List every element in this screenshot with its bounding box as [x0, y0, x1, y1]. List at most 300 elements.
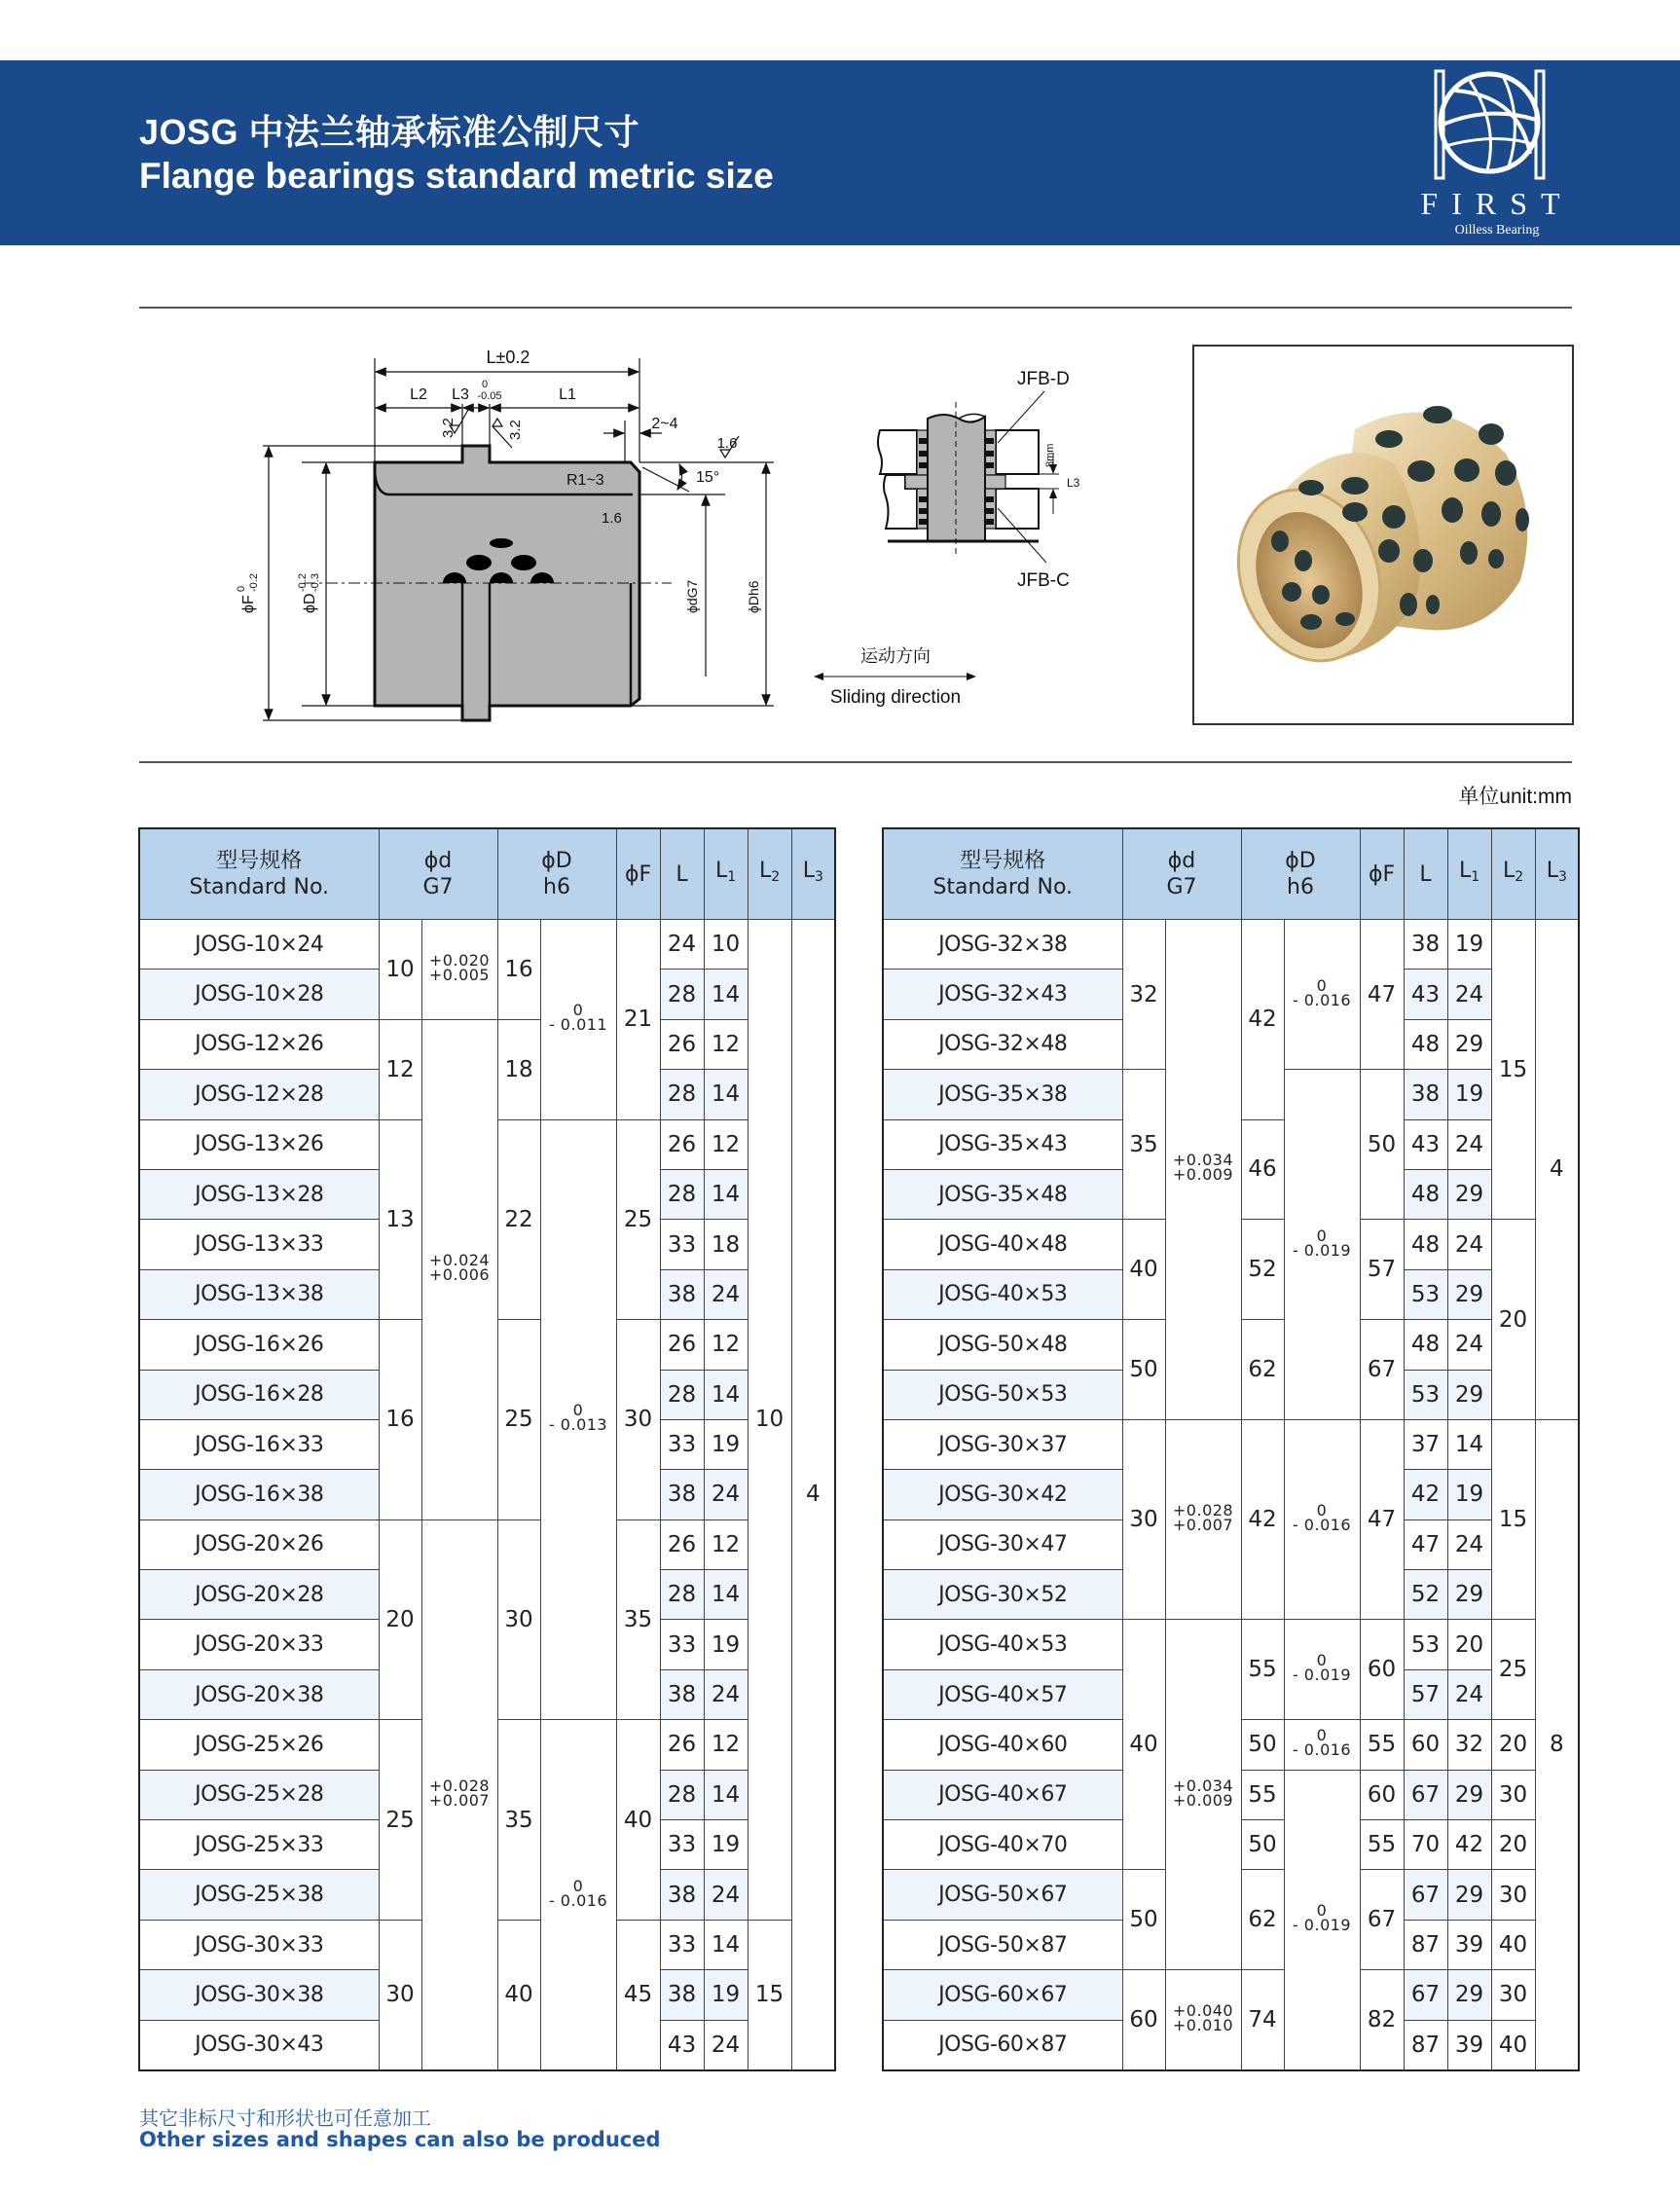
table-row [883, 1419, 1579, 1469]
cell-L: 26 [660, 1720, 704, 1770]
cell-d: 10 [379, 920, 421, 1020]
cell-D: 42 [1241, 1419, 1284, 1620]
header-d-g7-line: ϕd [423, 849, 453, 873]
dim-phi-D-h6: ϕDh6 [746, 580, 761, 613]
cell-L1: 12 [704, 1720, 748, 1770]
cell-L1: 14 [704, 1570, 748, 1620]
cell-d: 12 [379, 1019, 421, 1119]
cell-L1: 19 [1447, 920, 1491, 970]
cell-standard-no: JOSG-32×38 [883, 920, 1122, 970]
tolerance-upper: +0.020 [428, 950, 491, 970]
cell-d: 30 [1122, 1419, 1165, 1620]
cell-L1: 20 [1447, 1620, 1491, 1669]
spec-table-right [882, 827, 1580, 2071]
cell-F: 25 [616, 1119, 660, 1320]
header-d-g7-line: ϕd [1167, 849, 1196, 873]
label-direction-cn: 运动方向 [860, 646, 931, 666]
cell-D: 50 [1241, 1720, 1284, 1770]
dim-angle: 15° [696, 469, 720, 486]
cell-L1: 24 [704, 1470, 748, 1520]
cell-L: 28 [660, 1070, 704, 1119]
cell-standard-no: JOSG-16×33 [139, 1419, 379, 1469]
cell-L3: 4 [791, 920, 835, 2070]
cell-d: 16 [379, 1320, 421, 1520]
tolerance-lower: - 0.019 [1292, 1916, 1352, 1935]
cell-L1: 42 [1447, 1820, 1491, 1870]
cell-standard-no: JOSG-32×48 [883, 1019, 1122, 1069]
table-row [139, 1520, 835, 1569]
header-standard-no [883, 828, 1122, 920]
bronze-bearing-image [1194, 347, 1572, 723]
roughness-3-2-right: 3.2 [507, 420, 524, 440]
tolerance-upper: 0 [572, 1876, 584, 1895]
cell-D-tol [540, 1720, 616, 2070]
cell-L2: 15 [1491, 1419, 1535, 1620]
header-L1 [1447, 828, 1491, 920]
header-d-g7 [1122, 828, 1241, 920]
cell-standard-no: JOSG-30×43 [139, 2020, 379, 2070]
tolerance-upper: 0 [1316, 1726, 1328, 1745]
dim-phiF: ϕF [240, 595, 257, 613]
cell-standard-no: JOSG-13×28 [139, 1169, 379, 1219]
cell-L1: 14 [704, 1770, 748, 1819]
cell-L: 57 [1404, 1669, 1447, 1719]
cell-D: 42 [1241, 920, 1284, 1120]
cell-F: 60 [1360, 1620, 1404, 1720]
cell-D-tol [1284, 1419, 1360, 1620]
cell-L1: 19 [704, 1419, 748, 1469]
cell-standard-no: JOSG-10×28 [139, 970, 379, 1019]
tolerance [1172, 1501, 1234, 1535]
tolerance-upper: +0.040 [1172, 2001, 1234, 2021]
cell-standard-no: JOSG-50×67 [883, 1870, 1122, 1920]
tolerance [1292, 1651, 1352, 1685]
cell-L: 38 [660, 1470, 704, 1520]
cell-standard-no: JOSG-25×33 [139, 1820, 379, 1870]
dim-L3: L3 [452, 386, 469, 403]
table-row [139, 920, 835, 970]
cell-L1: 29 [1447, 1570, 1491, 1620]
header-d-g7-line: G7 [422, 875, 454, 899]
tolerance-lower: +0.007 [428, 1790, 491, 1810]
tolerance [1292, 1901, 1352, 1935]
cell-standard-no: JOSG-50×87 [883, 1920, 1122, 1969]
unit-label: 单位unit:mm [1458, 786, 1572, 808]
label-L3: L3 [1067, 476, 1080, 490]
cell-standard-no: JOSG-25×28 [139, 1770, 379, 1819]
footer-note-en: Other sizes and shapes can also be produced [139, 2128, 661, 2151]
cell-D: 55 [1241, 1770, 1284, 1819]
tolerance-lower: +0.010 [1172, 2016, 1234, 2035]
header-L3-text: L [802, 859, 815, 883]
cell-standard-no: JOSG-13×26 [139, 1119, 379, 1169]
cell-standard-no: JOSG-13×38 [139, 1269, 379, 1319]
cell-L1: 29 [1447, 1970, 1491, 2020]
table-row [883, 1620, 1579, 1669]
cell-standard-no: JOSG-20×38 [139, 1669, 379, 1719]
cell-L: 38 [660, 1269, 704, 1319]
cell-standard-no: JOSG-16×26 [139, 1320, 379, 1370]
cell-L: 33 [660, 1419, 704, 1469]
spec-table-left [138, 827, 836, 2071]
cell-d: 60 [1122, 1970, 1165, 2070]
cell-L: 38 [660, 1970, 704, 2020]
cell-L: 28 [660, 1169, 704, 1219]
globe-icon [1411, 66, 1582, 241]
table-header-row [883, 828, 1579, 920]
tolerance-lower: - 0.016 [1292, 1516, 1352, 1535]
tolerance [1293, 1228, 1351, 1258]
cell-L1: 29 [1447, 1870, 1491, 1920]
cell-L: 48 [1404, 1169, 1447, 1219]
cell-L1: 19 [704, 1820, 748, 1870]
header-L3-subscript: 3 [1557, 869, 1567, 885]
cell-L1: 19 [1447, 1470, 1491, 1520]
cell-L: 38 [1404, 920, 1447, 970]
table-row [139, 1019, 835, 1069]
tolerance [548, 1401, 608, 1435]
tolerance-lower: +0.009 [1172, 1165, 1234, 1185]
cell-L2: 10 [748, 920, 791, 1921]
dim-L3-tol-lower: -0.05 [477, 390, 502, 402]
cell-F: 67 [1360, 1320, 1404, 1420]
cell-L: 52 [1404, 1570, 1447, 1620]
cell-D-tol [1284, 920, 1360, 1070]
cell-D-tol [1284, 1620, 1360, 1720]
cell-D-tol [1284, 1720, 1360, 1770]
roughness-3-2-left: 3.2 [440, 418, 457, 438]
cell-standard-no: JOSG-30×52 [883, 1570, 1122, 1620]
cell-L: 53 [1404, 1620, 1447, 1669]
tolerance-upper: 0 [1316, 975, 1328, 995]
cell-d-tol [421, 1520, 497, 2070]
table-row [883, 920, 1579, 970]
cell-L: 33 [660, 1920, 704, 1969]
cell-standard-no: JOSG-12×28 [139, 1070, 379, 1119]
header-L2 [1491, 828, 1535, 920]
header-L1 [704, 828, 748, 920]
tolerance-lower: - 0.019 [1292, 1666, 1352, 1685]
header-L1-subscript: 1 [727, 869, 737, 885]
dim-phiF-tol-lower: -0.2 [248, 573, 260, 592]
header-d-g7-line: G7 [1166, 875, 1197, 899]
cell-L1: 14 [704, 1370, 748, 1419]
cell-standard-no: JOSG-35×48 [883, 1169, 1122, 1219]
cell-L3: 4 [1535, 920, 1579, 1420]
cell-standard-no: JOSG-16×38 [139, 1470, 379, 1520]
header-L1-subscript: 1 [1471, 869, 1480, 885]
cell-L: 28 [660, 1770, 704, 1819]
tolerance-upper: 0 [572, 1401, 584, 1420]
tolerance [1292, 1726, 1352, 1760]
cell-L: 37 [1404, 1419, 1447, 1469]
header-L2-text: L [1502, 859, 1516, 883]
cell-L: 38 [1404, 1070, 1447, 1119]
header-standard-no-line: 型号规格 [216, 849, 303, 873]
cell-L2: 20 [1491, 1220, 1535, 1420]
cell-standard-no: JOSG-40×53 [883, 1620, 1122, 1669]
cell-F: 30 [616, 1320, 660, 1520]
cell-D: 16 [497, 920, 540, 1020]
cell-D: 18 [497, 1019, 540, 1119]
cell-L2: 20 [1491, 1720, 1535, 1770]
cell-D: 74 [1241, 1970, 1284, 2070]
cell-L: 87 [1404, 2020, 1447, 2070]
cell-L: 87 [1404, 1920, 1447, 1969]
cell-standard-no: JOSG-40×48 [883, 1220, 1122, 1269]
tolerance-upper: +0.034 [1172, 1151, 1234, 1170]
cell-L2: 40 [1491, 1920, 1535, 1969]
dim-phiD: ϕD [302, 593, 318, 613]
brand-name: FIRST [1420, 186, 1574, 221]
tolerance-upper: +0.024 [428, 1251, 491, 1270]
cell-L1: 12 [704, 1119, 748, 1169]
table-row [883, 1970, 1579, 2020]
cell-d: 13 [379, 1119, 421, 1320]
cell-D-tol [1284, 1770, 1360, 2070]
cell-standard-no: JOSG-30×33 [139, 1920, 379, 1969]
cell-F: 40 [616, 1720, 660, 1921]
header-standard-no [139, 828, 379, 920]
cell-standard-no: JOSG-32×43 [883, 970, 1122, 1019]
cell-L1: 39 [1447, 1920, 1491, 1969]
tolerance-upper: 0 [1316, 1501, 1328, 1520]
cell-standard-no: JOSG-40×53 [883, 1269, 1122, 1319]
cell-d: 40 [1122, 1620, 1165, 1870]
cell-L2: 20 [1491, 1820, 1535, 1870]
cell-F: 47 [1360, 1419, 1404, 1620]
header-D-h6-line: ϕD [541, 849, 572, 873]
cell-standard-no: JOSG-35×43 [883, 1119, 1122, 1169]
header-D-h6 [1241, 828, 1360, 920]
cell-d-tol [1165, 1419, 1241, 1620]
cell-L1: 19 [704, 1970, 748, 2020]
cell-F: 50 [1360, 1070, 1404, 1220]
header-standard-no-line: Standard No. [932, 875, 1074, 899]
header-F-line: ϕF [1368, 861, 1396, 887]
tolerance-lower: - 0.019 [1292, 1240, 1352, 1260]
cell-L: 38 [660, 1870, 704, 1920]
cell-L1: 19 [1447, 1070, 1491, 1119]
cell-standard-no: JOSG-40×60 [883, 1720, 1122, 1770]
cell-L: 53 [1404, 1370, 1447, 1419]
header-F-line: ϕF [624, 861, 652, 887]
divider-bottom [139, 761, 1572, 763]
tolerance-upper: 0 [1316, 1226, 1328, 1245]
cell-L1: 24 [1447, 1520, 1491, 1569]
dim-radius: R1~3 [566, 472, 604, 489]
cell-L: 26 [660, 1320, 704, 1370]
tolerance-upper: +0.028 [428, 1776, 491, 1795]
tolerance-upper: 0 [1316, 1651, 1328, 1670]
cell-standard-no: JOSG-30×38 [139, 1970, 379, 2020]
cell-D: 52 [1241, 1220, 1284, 1320]
product-photo [1192, 345, 1574, 725]
tolerance [1172, 1151, 1234, 1185]
header-L2 [748, 828, 791, 920]
header-L-line: L [676, 861, 688, 887]
cell-L1: 24 [1447, 1119, 1491, 1169]
cell-d-tol [1165, 1620, 1241, 1970]
cell-L1: 24 [704, 1870, 748, 1920]
tolerance [1292, 1501, 1352, 1535]
cell-D: 30 [497, 1520, 540, 1720]
cell-L1: 12 [704, 1320, 748, 1370]
cell-L1: 24 [704, 1669, 748, 1719]
dim-L: L±0.2 [486, 348, 530, 367]
cell-L: 33 [660, 1620, 704, 1669]
cell-standard-no: JOSG-50×48 [883, 1320, 1122, 1370]
cell-L1: 19 [704, 1620, 748, 1669]
cell-L: 47 [1404, 1520, 1447, 1569]
brand-logo [1411, 66, 1582, 241]
cell-L2: 25 [1491, 1620, 1535, 1720]
cell-L2: 30 [1491, 1870, 1535, 1920]
dim-phiD-tol-lower: -0.3 [310, 573, 321, 592]
cell-D: 50 [1241, 1820, 1284, 1870]
header-standard-no-line: 型号规格 [960, 849, 1046, 873]
tolerance-lower: - 0.016 [548, 1890, 608, 1910]
cell-L1: 14 [704, 1920, 748, 1969]
cell-L1: 24 [1447, 1669, 1491, 1719]
tolerance-upper: 0 [1316, 1901, 1328, 1921]
cell-L1: 24 [1447, 970, 1491, 1019]
cell-standard-no: JOSG-50×53 [883, 1370, 1122, 1419]
cell-L1: 14 [1447, 1419, 1491, 1469]
cell-standard-no: JOSG-20×28 [139, 1570, 379, 1620]
cell-L1: 29 [1447, 1169, 1491, 1219]
footer-note-cn: 其它非标尺寸和形状也可任意加工 [139, 2108, 431, 2130]
label-jfb-c: JFB-C [1017, 570, 1070, 591]
tolerance [1173, 1778, 1233, 1808]
cell-L: 67 [1404, 1770, 1447, 1819]
cell-L2: 40 [1491, 2020, 1535, 2070]
dim-phi-d-G7: ϕdG7 [684, 579, 700, 613]
header-L3-text: L [1546, 859, 1558, 883]
cell-L2: 30 [1491, 1770, 1535, 1819]
divider-top [139, 307, 1572, 309]
header-d-g7 [379, 828, 497, 920]
label-jfb-d: JFB-D [1017, 369, 1070, 389]
header-L3 [791, 828, 835, 920]
tolerance [548, 1876, 608, 1910]
cell-d: 30 [379, 1920, 421, 2070]
header-standard-no-line: Standard No. [189, 875, 330, 899]
cell-d-tol [421, 920, 497, 1020]
tolerance [548, 1001, 608, 1035]
tolerance-lower: +0.007 [1172, 1516, 1234, 1535]
roughness-1-6-bore: 1.6 [602, 510, 622, 527]
cell-D: 25 [497, 1320, 540, 1520]
page-title-cn: JOSG 中法兰轴承标准公制尺寸 [139, 112, 640, 152]
header-L2-subscript: 2 [1515, 869, 1524, 885]
page-title-en: Flange bearings standard metric size [139, 156, 774, 196]
cell-standard-no: JOSG-25×38 [139, 1870, 379, 1920]
cell-F: 45 [616, 1920, 660, 2070]
label-8mm: 8mm [1044, 443, 1056, 467]
tolerance-lower: - 0.013 [548, 1415, 608, 1435]
cell-L: 53 [1404, 1269, 1447, 1319]
cell-d: 25 [379, 1720, 421, 1921]
header-L [660, 828, 704, 920]
header-D-h6-line: h6 [543, 875, 570, 899]
tolerance-upper: 0 [572, 1001, 584, 1020]
cell-standard-no: JOSG-13×33 [139, 1220, 379, 1269]
cell-L: 43 [1404, 1119, 1447, 1169]
cell-F: 60 [1360, 1770, 1404, 1819]
header-L1-text: L [1458, 859, 1472, 883]
cell-L1: 32 [1447, 1720, 1491, 1770]
cell-L1: 10 [704, 920, 748, 970]
cell-L1: 12 [704, 1520, 748, 1569]
cell-L: 48 [1404, 1320, 1447, 1370]
cell-L: 28 [660, 1370, 704, 1419]
cell-d-tol [1165, 1970, 1241, 2070]
cell-L1: 14 [704, 1169, 748, 1219]
bearing-section-drawing [224, 331, 827, 740]
cell-L: 43 [1404, 970, 1447, 1019]
cell-d-tol [1165, 920, 1241, 1420]
cell-L: 28 [660, 970, 704, 1019]
cell-standard-no: JOSG-30×47 [883, 1520, 1122, 1569]
cell-D-tol [1284, 1070, 1360, 1420]
cell-F: 55 [1360, 1720, 1404, 1770]
cell-L: 26 [660, 1520, 704, 1569]
cell-L2: 15 [1491, 920, 1535, 1220]
label-direction-en: Sliding direction [829, 687, 962, 708]
table-header-row [139, 828, 835, 920]
cell-d: 50 [1122, 1870, 1165, 1970]
tolerance-lower: - 0.011 [548, 1015, 608, 1035]
dim-phiF-tol-upper: 0 [236, 585, 247, 592]
cell-standard-no: JOSG-10×24 [139, 920, 379, 970]
cell-standard-no: JOSG-60×87 [883, 2020, 1122, 2070]
tolerance [428, 950, 491, 984]
cell-L: 67 [1404, 1870, 1447, 1920]
cell-standard-no: JOSG-30×37 [883, 1419, 1122, 1469]
cell-standard-no: JOSG-20×33 [139, 1620, 379, 1669]
header-L3-subscript: 3 [814, 869, 823, 885]
cell-standard-no: JOSG-25×26 [139, 1720, 379, 1770]
dim-L1: L1 [559, 386, 576, 403]
header-L1-text: L [714, 859, 728, 883]
cell-D: 62 [1241, 1320, 1284, 1420]
cell-standard-no: JOSG-40×57 [883, 1669, 1122, 1719]
cell-L: 33 [660, 1220, 704, 1269]
dim-L3-tol-upper: 0 [481, 379, 489, 390]
cell-d-tol [421, 1019, 497, 1520]
cell-F: 67 [1360, 1870, 1404, 1970]
header-L [1404, 828, 1447, 920]
tolerance [429, 1778, 490, 1808]
cell-D-tol [540, 1119, 616, 1720]
header-F [616, 828, 660, 920]
tolerance-lower: - 0.016 [1292, 1740, 1352, 1760]
brand-subtitle: Oilless Bearing [1454, 223, 1540, 238]
tolerance-lower: - 0.016 [1292, 990, 1352, 1009]
cell-d: 32 [1122, 920, 1165, 1070]
cell-d: 40 [1122, 1220, 1165, 1320]
header-L2-subscript: 2 [771, 869, 781, 885]
cell-L1: 39 [1447, 2020, 1491, 2070]
header-D-h6-line: ϕD [1285, 849, 1316, 873]
cell-L: 26 [660, 1119, 704, 1169]
cell-F: 21 [616, 920, 660, 1120]
cell-L1: 24 [704, 1269, 748, 1319]
dim-phiD-tol-upper: -0.2 [297, 573, 309, 592]
roughness-1-6-outer: 1.6 [716, 435, 738, 452]
cell-D: 40 [497, 1920, 540, 2070]
